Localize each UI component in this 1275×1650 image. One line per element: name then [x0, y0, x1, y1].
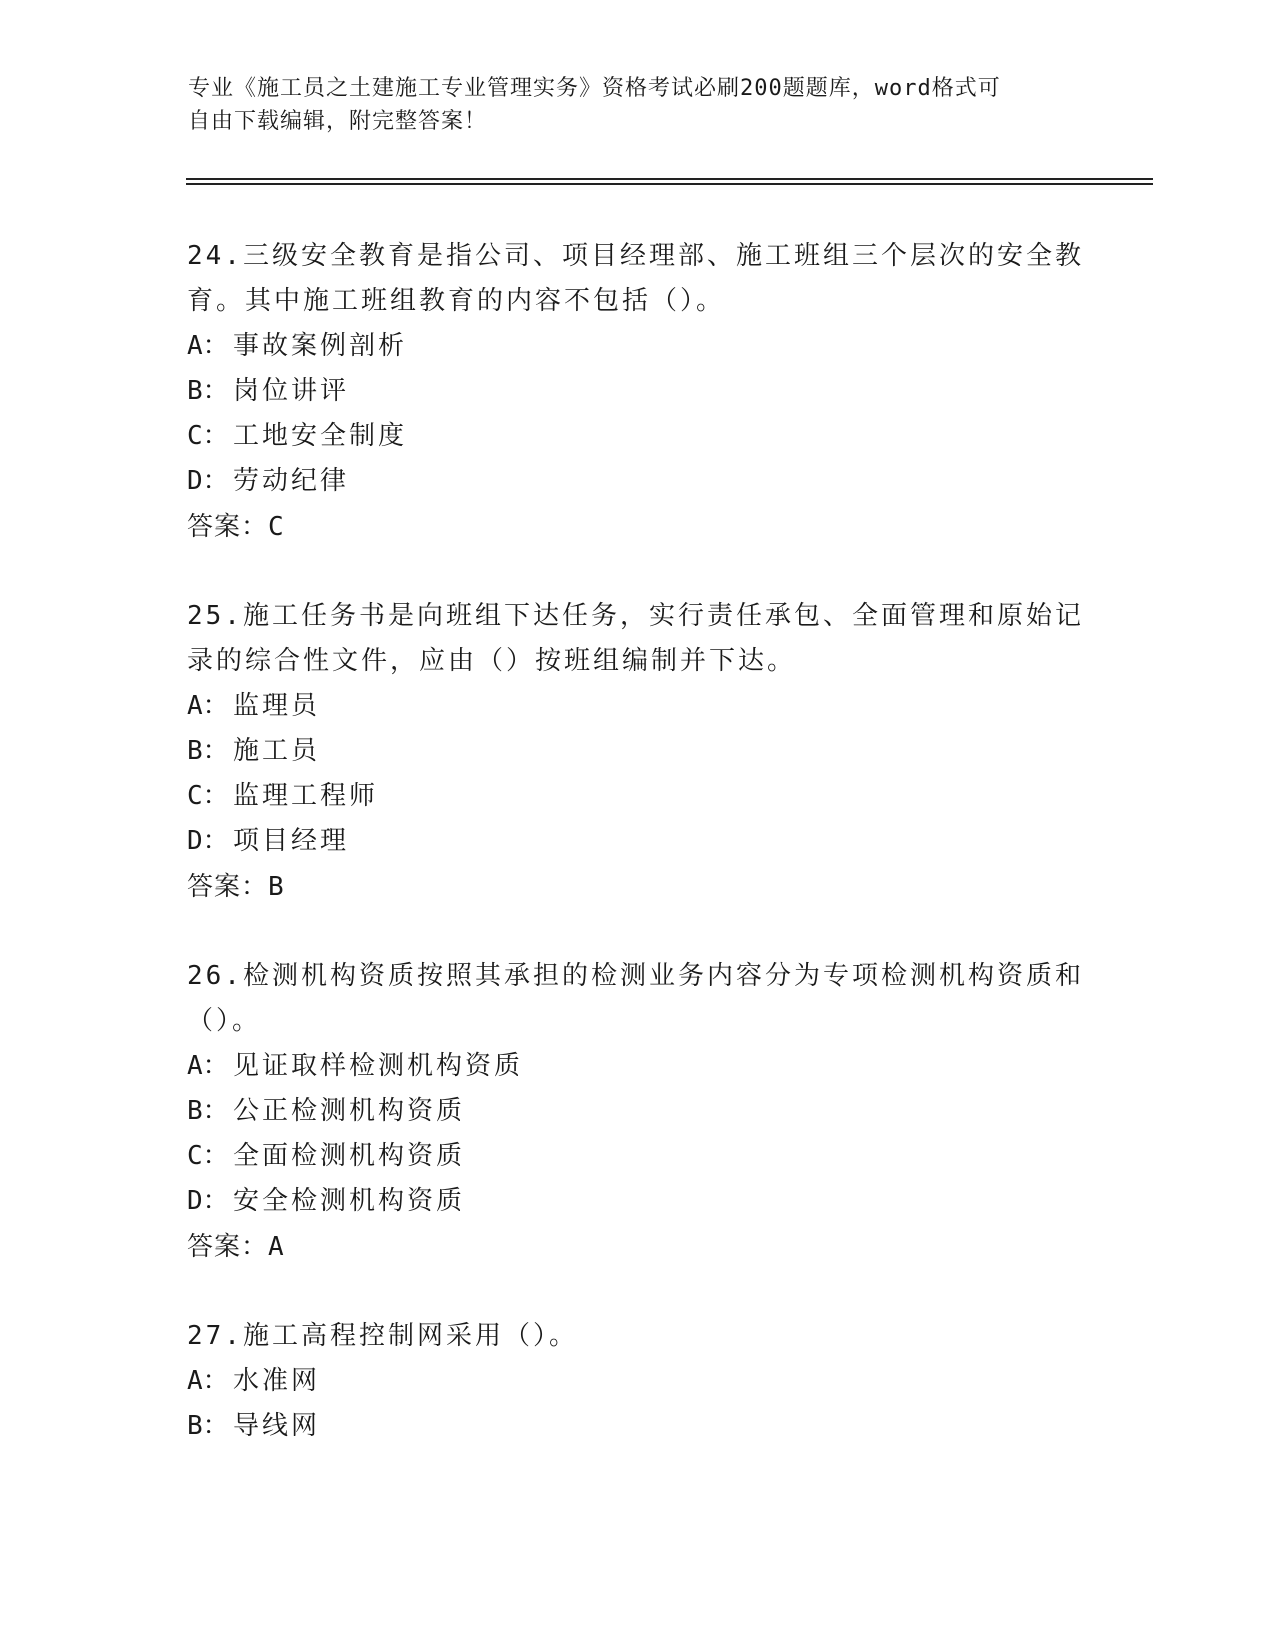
option-text: 监理工程师: [233, 781, 379, 811]
question-stem-line: 27.施工高程控制网采用（）。: [187, 1321, 578, 1351]
option-key: C：: [187, 781, 229, 811]
option-key: B：: [187, 1411, 229, 1441]
option-text: 水准网: [233, 1366, 321, 1396]
option-b: [187, 369, 1087, 414]
answer-value: B: [268, 872, 285, 902]
option-a: [187, 1044, 1087, 1089]
question-stem: [187, 594, 1087, 684]
header-line-1: 专业《施工员之土建施工专业管理实务》资格考试必刷200题题库，word格式可: [188, 76, 1001, 101]
option-key: B：: [187, 1096, 229, 1126]
option-text: 劳动纪律: [233, 466, 350, 496]
option-a: [187, 684, 1087, 729]
option-a: [187, 1359, 1087, 1404]
answer-value: A: [268, 1232, 285, 1262]
option-text: 项目经理: [233, 826, 350, 856]
question-stem: [187, 234, 1087, 324]
option-c: [187, 414, 1087, 459]
document-header: [188, 72, 1068, 138]
answer-label: 答案：: [187, 1232, 269, 1262]
option-key: B：: [187, 376, 229, 406]
header-divider-bottom: [186, 183, 1153, 185]
question-stem-line: 录的综合性文件，应由（）按班组编制并下达。: [187, 646, 797, 676]
option-c: [187, 1134, 1087, 1179]
option-text: 监理员: [233, 691, 321, 721]
option-text: 全面检测机构资质: [233, 1141, 466, 1171]
option-b: [187, 1404, 1087, 1449]
option-key: D：: [187, 826, 229, 856]
option-b: [187, 729, 1087, 774]
question-stem: [187, 1314, 1087, 1359]
option-d: [187, 819, 1087, 864]
option-d: [187, 459, 1087, 504]
answer-label: 答案：: [187, 872, 269, 902]
question-stem: [187, 954, 1087, 1044]
option-text: 岗位讲评: [233, 376, 350, 406]
header-divider-top: [186, 178, 1153, 180]
option-text: 公正检测机构资质: [233, 1096, 466, 1126]
option-a: [187, 324, 1087, 369]
answer: [187, 1224, 1087, 1270]
option-key: D：: [187, 1186, 229, 1216]
option-key: B：: [187, 736, 229, 766]
question-27: [187, 1314, 1087, 1449]
question-24: [187, 234, 1087, 550]
question-stem-line: （）。: [187, 1006, 262, 1036]
option-key: D：: [187, 466, 229, 496]
option-key: A：: [187, 691, 229, 721]
question-25: [187, 594, 1087, 910]
option-b: [187, 1089, 1087, 1134]
header-line-2: 自由下载编辑，附完整答案！: [188, 109, 488, 134]
option-key: A：: [187, 1366, 229, 1396]
option-key: A：: [187, 331, 229, 361]
question-list: [187, 234, 1087, 1493]
option-d: [187, 1179, 1087, 1224]
answer: [187, 864, 1087, 910]
option-key: C：: [187, 1141, 229, 1171]
question-stem-line: 25.施工任务书是向班组下达任务，实行责任承包、全面管理和原始记: [187, 601, 1084, 631]
option-text: 工地安全制度: [233, 421, 408, 451]
option-key: A：: [187, 1051, 229, 1081]
option-key: C：: [187, 421, 229, 451]
question-26: [187, 954, 1087, 1270]
question-stem-line: 26.检测机构资质按照其承担的检测业务内容分为专项检测机构资质和: [187, 961, 1084, 991]
option-text: 施工员: [233, 736, 321, 766]
question-stem-line: 育。其中施工班组教育的内容不包括（）。: [187, 286, 726, 316]
answer-label: 答案：: [187, 512, 269, 542]
option-text: 安全检测机构资质: [233, 1186, 466, 1216]
answer-value: C: [268, 512, 285, 542]
option-c: [187, 774, 1087, 819]
option-text: 导线网: [233, 1411, 321, 1441]
question-stem-line: 24.三级安全教育是指公司、项目经理部、施工班组三个层次的安全教: [187, 241, 1084, 271]
option-text: 见证取样检测机构资质: [233, 1051, 524, 1081]
answer: [187, 504, 1087, 550]
option-text: 事故案例剖析: [233, 331, 408, 361]
